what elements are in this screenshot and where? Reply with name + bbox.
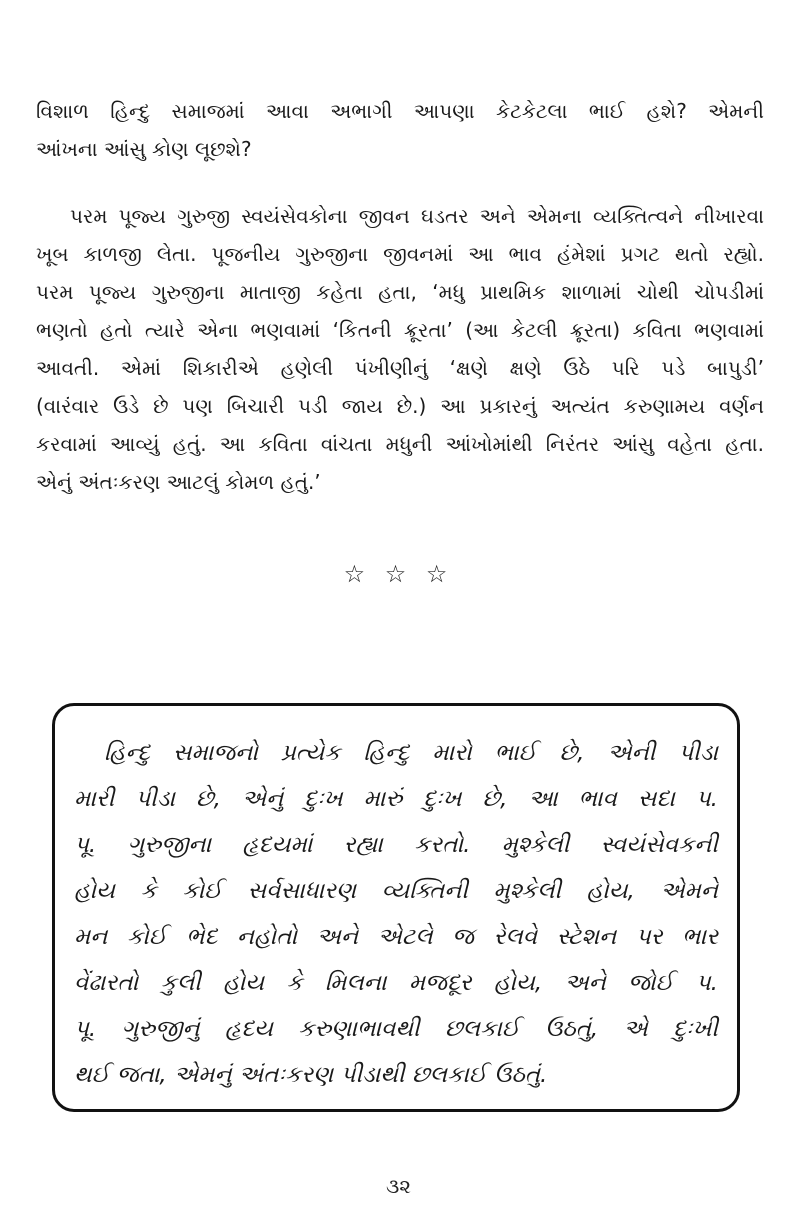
paragraph-line: પરમ પૂજ્ય ગુરુજીના માતાજી કહેતા હતા, ‘મધુ પ્રાથમિક શાળામાં ચોથી ચોપડીમાં [36,280,764,304]
paragraph-line: આવતી. એમાં શિકારીએ હણેલી પંખીણીનું ‘ક્ષણે ક્ષણે ઉઠે પરિ પડે બાપુડી’ [36,356,764,380]
paragraph-line: વિશાળ હિન્દુ સમાજમાં આવા અભાગી આપણા કેટકેટલા ભાઈ હશે? એમની [36,99,764,123]
page-number: ૩૨ [385,1174,412,1198]
paragraph-line: ભણતો હતો ત્યારે એના ભણવામાં ‘કિતની ક્રૂરતા’ (આ કેટલી ક્રૂરતા) કવિતા ભણવામાં [36,318,764,342]
boxed-quote [74,730,718,1098]
paragraph-line: આંખના આંસુ કોણ લૂછશે? [36,137,252,161]
paragraph-line: એનું અંતઃકરણ આટલું કોમળ હતું.’ [36,470,321,494]
quote-line: મન કોઈ ભેદ નહોતો અને એટલે જ રેલવે સ્ટેશન પર ભાર [74,924,718,950]
quote-line: પૂ. ગુરુજીના હૃદયમાં રહ્યા કરતો. મુશ્કેલી સ્વયંસેવકની [74,832,718,858]
quote-line: વેંઢારતો કુલી હોય કે મિલના મજદૂર હોય, અને જોઈ પ. [74,970,718,996]
section-separator-stars: ☆ ☆ ☆ [343,560,454,588]
paragraph-1 [36,92,764,168]
quote-line: હિન્દુ સમાજનો પ્રત્યેક હિન્દુ મારો ભાઈ છે, એની પીડા [104,740,718,766]
paragraph-2 [36,197,764,501]
quote-line: હોય કે કોઈ સર્વસાધારણ વ્યક્તિની મુશ્કેલી હોય, એમને [74,878,718,904]
paragraph-line: ખૂબ કાળજી લેતા. પૂજનીય ગુરુજીના જીવનમાં આ ભાવ હંમેશાં પ્રગટ થતો રહ્યો. [36,242,764,266]
paragraph-line: પરમ પૂજ્ય ગુરુજી સ્વયંસેવકોના જીવન ઘડતર અને એમના વ્યક્તિત્વને નીખારવા [70,204,764,228]
quote-line: થઈ જતા, એમનું અંતઃકરણ પીડાથી છલકાઈ ઉઠતું. [74,1062,548,1088]
quote-line: પૂ. ગુરુજીનું હૃદય કરુણાભાવથી છલકાઈ ઉઠતું, એ દુઃખી [74,1016,718,1042]
quote-line: મારી પીડા છે, એનું દુઃખ મારું દુઃખ છે, આ ભાવ સદા પ. [74,786,718,812]
paragraph-line: કરવામાં આવ્યું હતું. આ કવિતા વાંચતા મધુની આંખોમાંથી નિરંતર આંસુ વહેતા હતા. [36,432,764,456]
paragraph-line: (વારંવાર ઉડે છે પણ બિચારી પડી જાય છે.) આ પ્રકારનું અત્યંત કરુણામય વર્ણન [36,394,764,418]
